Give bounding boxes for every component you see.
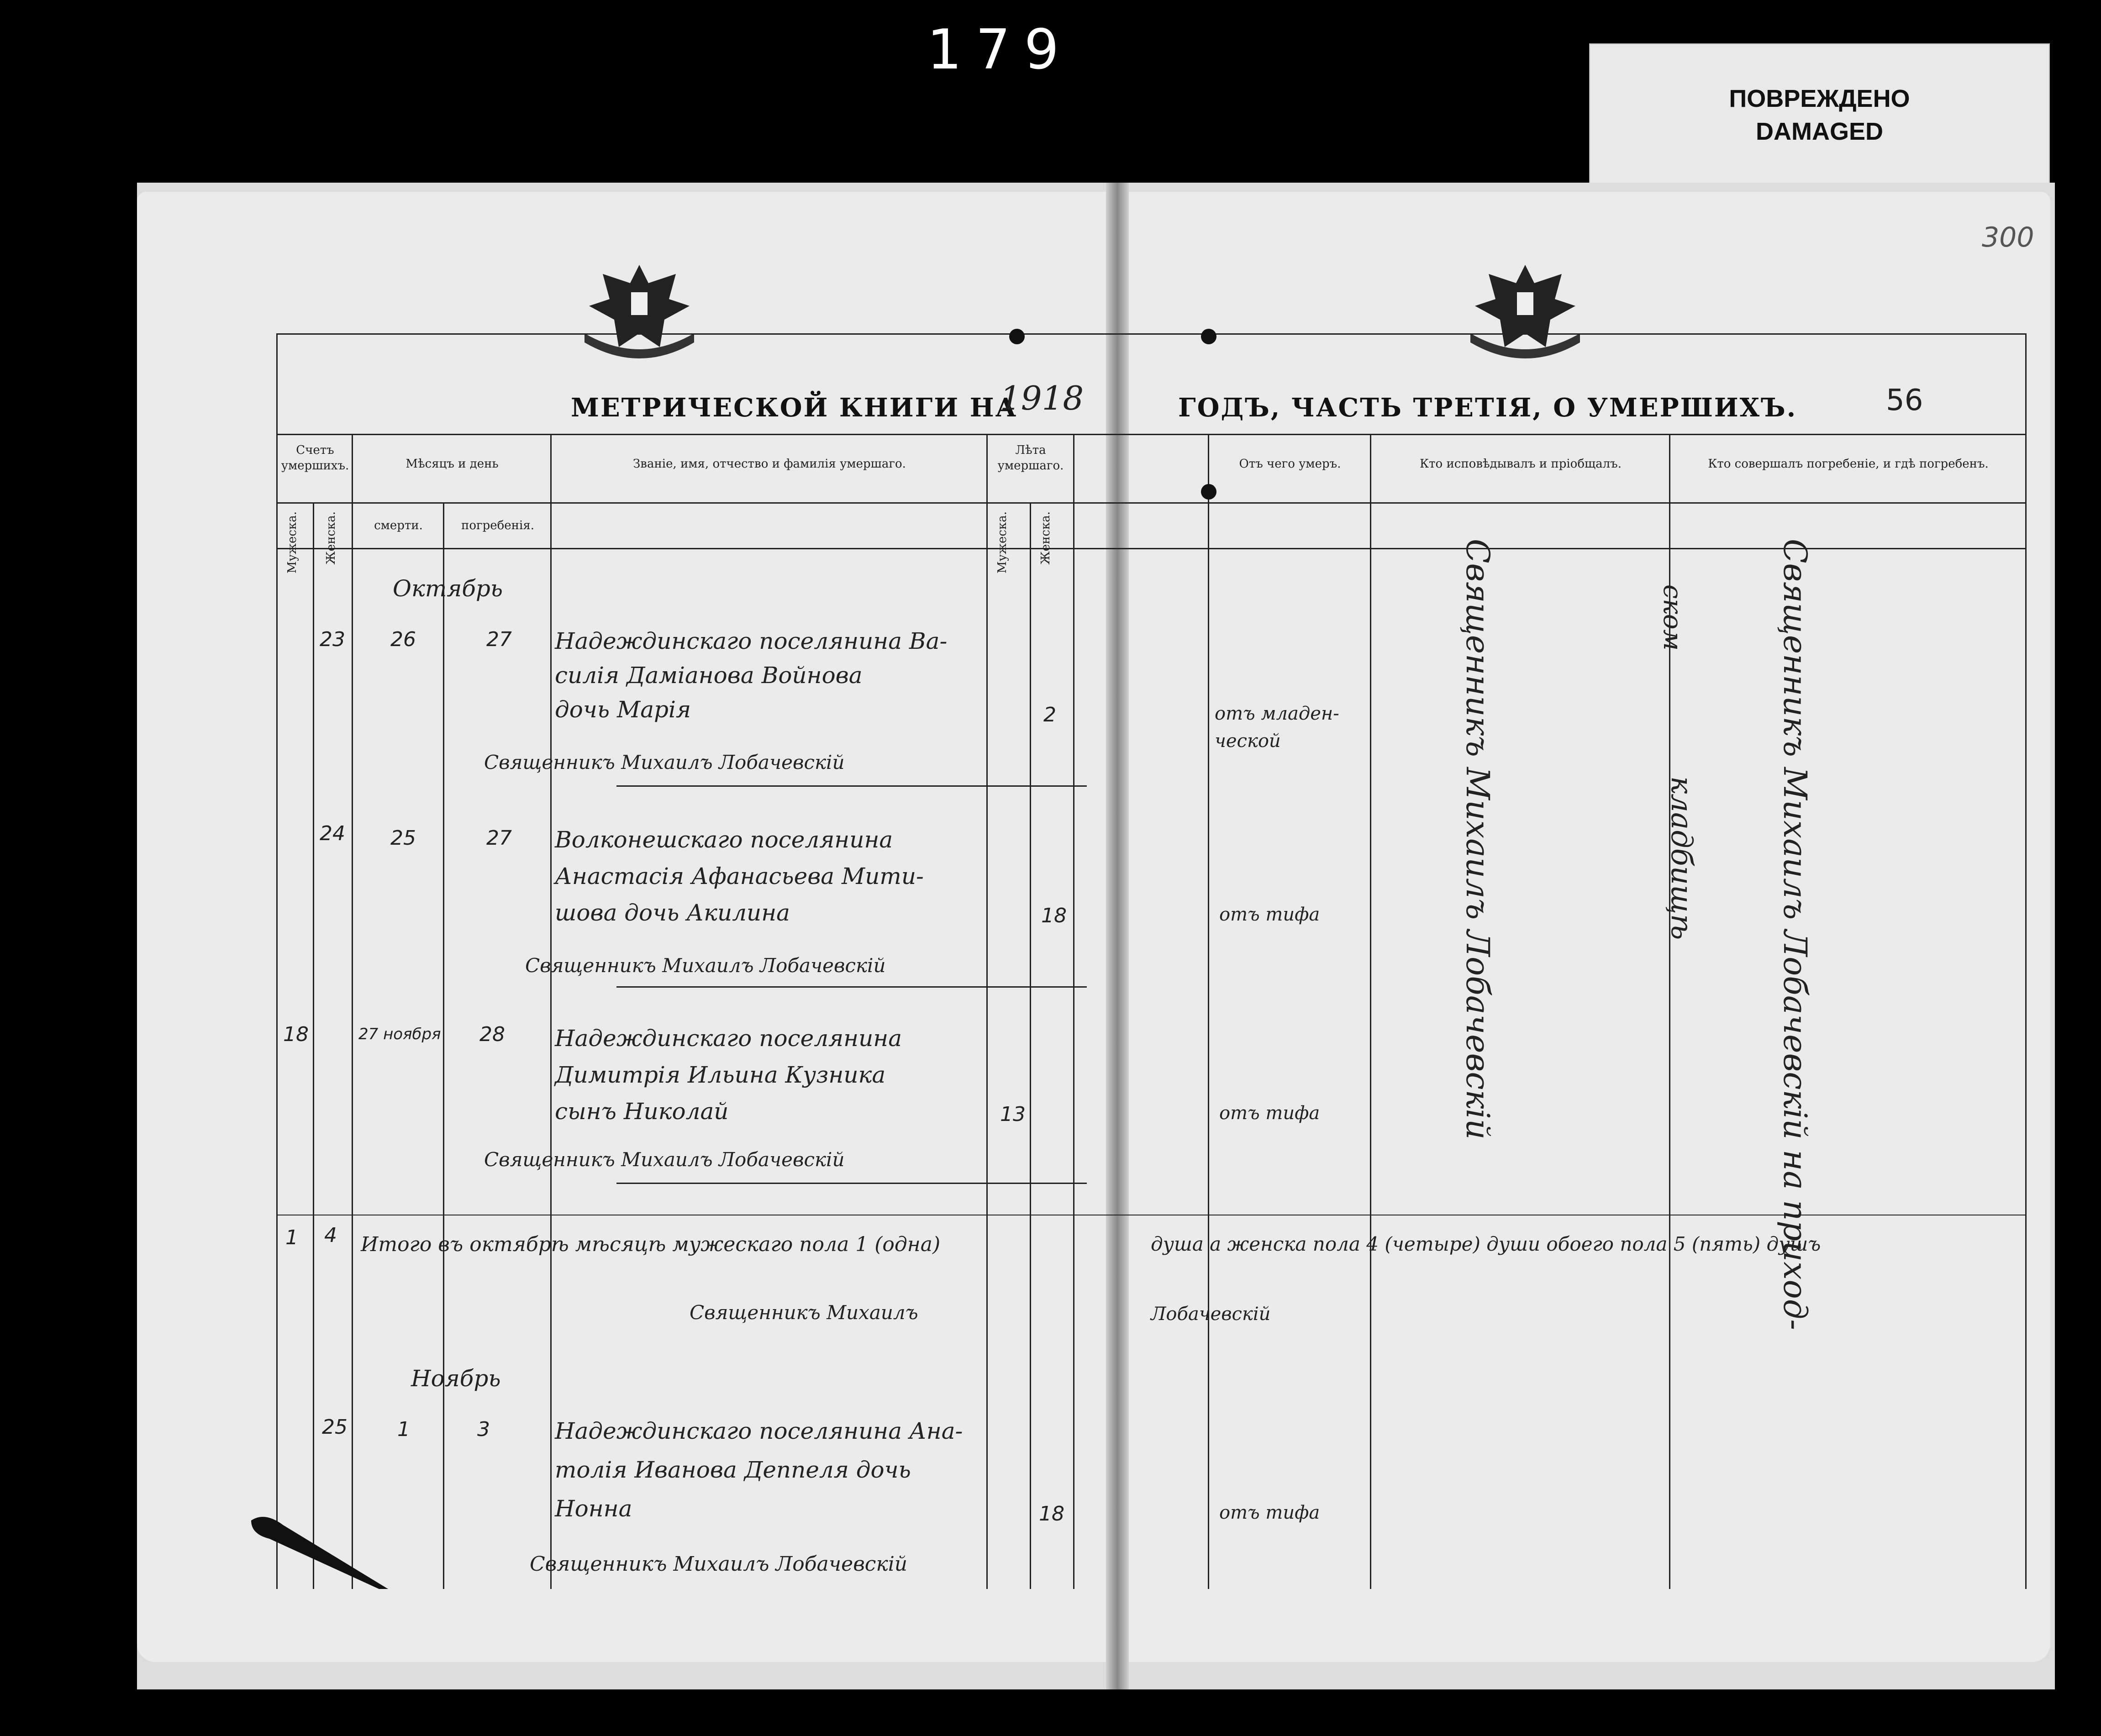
col-rule xyxy=(1073,434,1074,1589)
col-rule xyxy=(352,434,353,1589)
entry-name-line: Анастасія Афанасьева Мити- xyxy=(555,863,924,889)
col-rule xyxy=(986,434,988,1589)
entry-cause: ческой xyxy=(1215,731,1281,752)
confessor-vertical: Священникъ Михаилъ Лобачевскій xyxy=(1459,539,1496,1140)
col-cause: Отъ чего умеръ. xyxy=(1239,457,1341,471)
burier-vertical: Священникъ Михаилъ Лобачевскій на приход- xyxy=(1776,539,1814,1330)
entry-name-line: Надеждинскаго поселянина Ана- xyxy=(555,1418,963,1444)
entry-male-no: 18 xyxy=(283,1023,309,1046)
entry-underline xyxy=(616,785,1087,787)
binding-hole xyxy=(1201,329,1216,344)
month-label: Октябрь xyxy=(393,575,503,602)
summary-text-left: Итого въ октябрѣ мѣсяцѣ мужескаго пола 1 (одна) xyxy=(361,1233,941,1256)
entry-death-day: 27 ноября xyxy=(358,1025,441,1043)
entry-name-line: Нонна xyxy=(555,1495,632,1522)
entry-name-line: Димитрія Ильина Кузника xyxy=(555,1062,886,1088)
col-count-female: Женска. xyxy=(324,511,338,565)
entry-name-line: Надеждинскаго поселянина Ва- xyxy=(555,628,948,654)
entry-cause: отъ тифа xyxy=(1219,1502,1320,1523)
burier-prefix-vertical: ском xyxy=(1658,584,1687,651)
entry-age-male: 13 xyxy=(1000,1103,1026,1126)
entry-signature: Священникъ Михаилъ Лобачевскій xyxy=(484,751,845,773)
entry-female-no: 25 xyxy=(322,1415,348,1439)
header-rule xyxy=(276,434,2025,435)
entry-signature: Священникъ Михаилъ Лобачевскій xyxy=(530,1552,908,1576)
entry-female-no: 24 xyxy=(320,822,345,845)
imperial-eagle-icon xyxy=(580,256,699,361)
subheader-rule xyxy=(276,502,2025,504)
header-right-title: ГОДЪ, ЧАСТЬ ТРЕТІЯ, О УМЕРШИХЪ. xyxy=(1178,393,1797,423)
register-book xyxy=(137,183,2055,1689)
imperial-eagle-icon xyxy=(1466,256,1585,361)
header-year: 1918 xyxy=(1000,379,1084,417)
entry-death-day: 26 xyxy=(390,628,416,651)
damage-label-ru: ПОВРЕЖДЕНО xyxy=(1729,85,1910,112)
entry-cause: отъ тифа xyxy=(1219,904,1320,925)
page-number: 56 xyxy=(1886,384,1923,417)
col-rule xyxy=(443,502,444,1589)
entry-cause: отъ младен- xyxy=(1215,703,1339,724)
summary-male-total: 1 xyxy=(285,1226,298,1249)
col-rule xyxy=(1208,434,1209,1589)
summary-text-right: душа а женска пола 4 (четыре) души обоего пола 5 (пять) душъ xyxy=(1151,1233,1821,1255)
col-count-male: Мужеска. xyxy=(285,511,299,573)
entry-death-day: 25 xyxy=(390,826,416,850)
col-rule xyxy=(2025,333,2027,1589)
entry-name-line: толія Иванова Деппеля дочь xyxy=(555,1457,911,1483)
col-age-female: Женска. xyxy=(1039,511,1053,565)
entry-burial-day: 27 xyxy=(486,628,512,651)
column-head-rule xyxy=(276,548,2025,549)
col-burial: погребенія. xyxy=(461,519,534,532)
entry-burial-day: 3 xyxy=(477,1418,490,1441)
entry-age-female: 18 xyxy=(1041,904,1067,927)
col-name: Званіе, имя, отчество и фамилія умершаго. xyxy=(633,457,906,471)
table-top-rule xyxy=(276,333,2025,335)
burier-place-vertical: кладбищѣ xyxy=(1664,776,1698,940)
col-rule xyxy=(276,333,278,1589)
col-burier: Кто совершалъ погребеніе, и гдѣ погребенъ. xyxy=(1708,457,1989,471)
entry-signature: Священникъ Михаилъ Лобачевскій xyxy=(484,1148,845,1171)
entry-female-no: 23 xyxy=(320,628,345,651)
entry-cause: отъ тифа xyxy=(1219,1103,1320,1124)
col-month-day: Мѣсяцъ и день xyxy=(405,457,499,471)
binding-hole xyxy=(1201,484,1216,500)
summary-signature-left: Священникъ Михаилъ xyxy=(690,1301,918,1324)
pen-icon xyxy=(251,1511,388,1589)
col-age: Лѣта умершаго. xyxy=(997,443,1064,473)
summary-signature-right: Лобачевскій xyxy=(1151,1304,1271,1325)
col-death: смерти. xyxy=(374,519,423,532)
month-label: Ноябрь xyxy=(411,1365,501,1392)
entry-underline xyxy=(616,986,1087,988)
col-rule xyxy=(313,502,314,1589)
entry-name-line: дочь Марія xyxy=(555,696,691,723)
binding-hole xyxy=(1009,329,1025,344)
col-rule xyxy=(550,434,552,1589)
pencil-folio: 300 xyxy=(1982,221,2034,253)
entry-name-line: Надеждинскаго поселянина xyxy=(555,1025,902,1052)
entry-name-line: сынъ Николай xyxy=(555,1098,729,1125)
entry-death-day: 1 xyxy=(397,1418,410,1441)
entry-name-line: силія Даміанова Войнова xyxy=(555,662,863,689)
col-rule xyxy=(1030,502,1031,1589)
entry-age-female: 2 xyxy=(1043,703,1056,726)
summary-female-total: 4 xyxy=(324,1224,337,1247)
entry-signature: Священникъ Михаилъ Лобачевскій xyxy=(525,954,886,977)
entry-burial-day: 27 xyxy=(486,826,512,850)
col-rule xyxy=(1370,434,1371,1589)
entry-name-line: Волконешскаго поселянина xyxy=(555,826,893,853)
frame-number: 179 xyxy=(927,18,1073,82)
col-age-male: Мужеска. xyxy=(995,511,1009,573)
entry-burial-day: 28 xyxy=(479,1023,505,1046)
entry-underline xyxy=(616,1183,1087,1184)
damage-label xyxy=(1589,43,2050,191)
entry-age-female: 18 xyxy=(1039,1502,1064,1526)
col-count: Счетъ умершихъ. xyxy=(281,443,349,473)
book-gutter xyxy=(1106,183,1129,1689)
col-confessor: Кто исповѣдывалъ и пріобщалъ. xyxy=(1420,457,1622,471)
header-left-title: МЕТРИЧЕСКОЙ КНИГИ НА xyxy=(571,393,1018,423)
entry-name-line: шова дочь Акилина xyxy=(555,900,790,926)
damage-label-en: DAMAGED xyxy=(1756,118,1883,145)
